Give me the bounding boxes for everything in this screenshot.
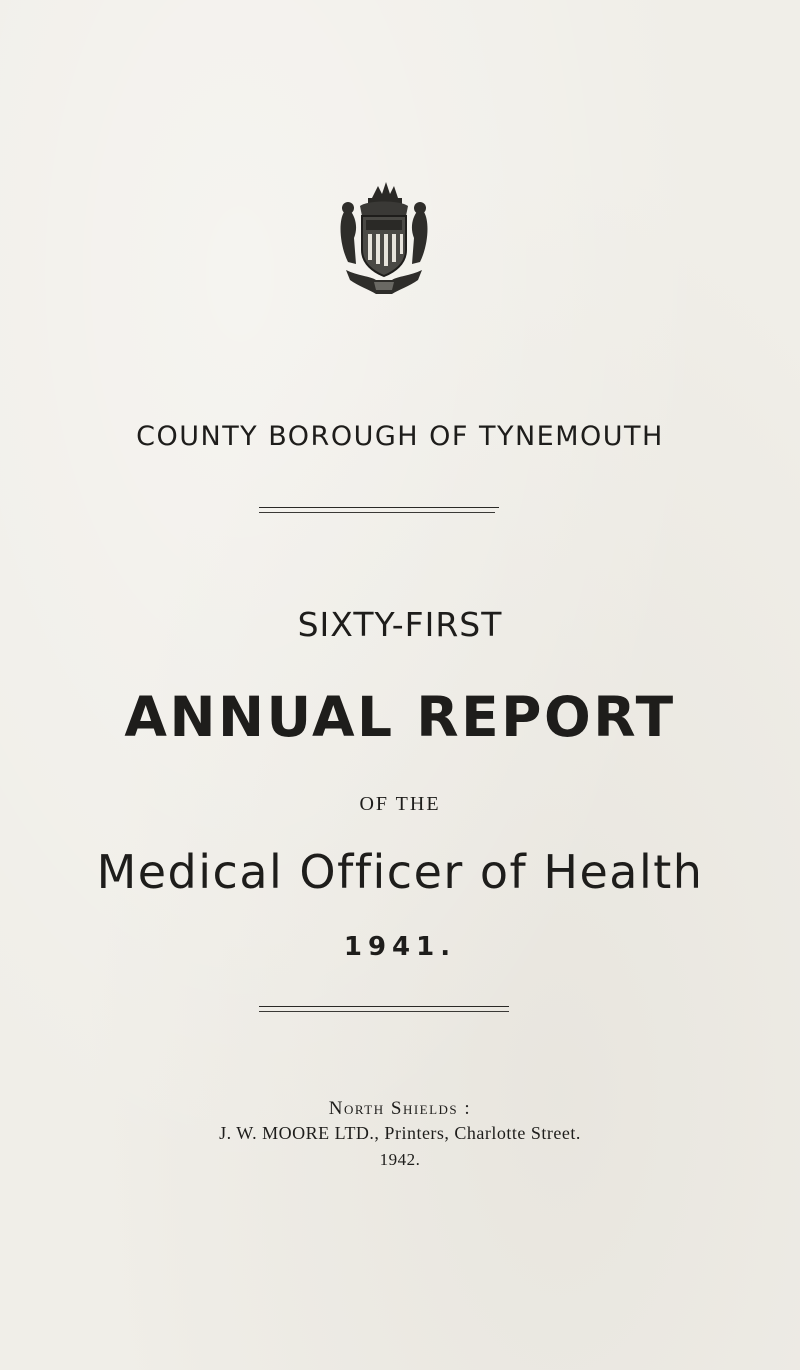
divider-top-1 xyxy=(259,507,499,508)
divider-bottom-1 xyxy=(259,1006,509,1007)
report-year: 1941. xyxy=(343,932,457,962)
imprint-place: North Shields : xyxy=(328,1098,472,1119)
coat-of-arms-icon xyxy=(334,176,434,300)
imprint-printer: J. W. MOORE LTD., Printers, Charlotte Street. xyxy=(219,1123,581,1143)
divider-top-2 xyxy=(259,512,495,513)
report-ordinal: SIXTY-FIRST xyxy=(297,605,503,644)
officer-title: Medical Officer of Health xyxy=(96,845,704,899)
report-title: ANNUAL REPORT xyxy=(124,685,676,749)
of-the-label: OF THE xyxy=(359,793,441,815)
imprint-year: 1942. xyxy=(379,1150,421,1169)
borough-name: COUNTY BOROUGH OF TYNEMOUTH xyxy=(136,421,664,452)
divider-bottom-2 xyxy=(259,1011,509,1012)
